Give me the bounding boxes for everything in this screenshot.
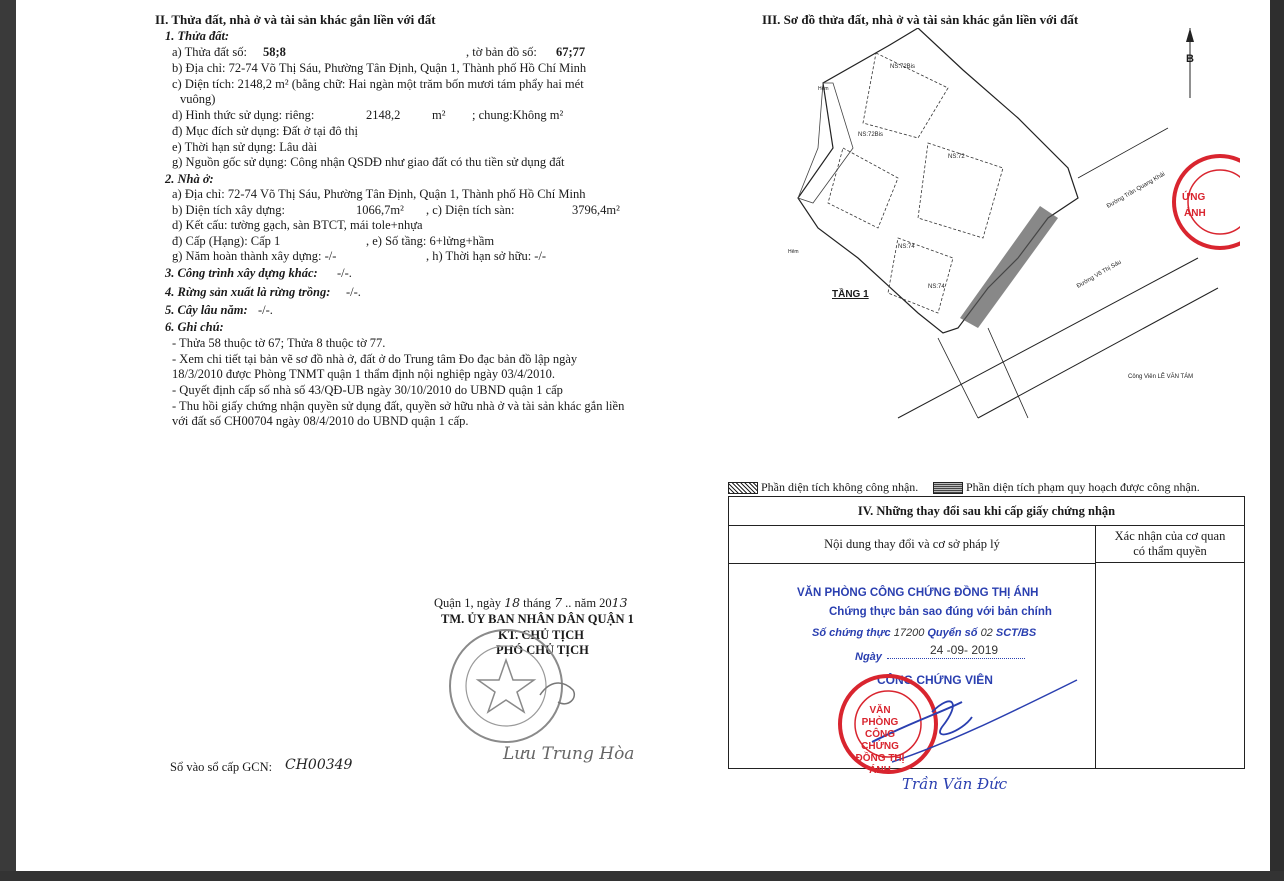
svg-text:Đường Trần Quang Khải: Đường Trần Quang Khải [1106,171,1167,210]
svg-text:Công Viên LÊ VĂN TÁM: Công Viên LÊ VĂN TÁM [1128,374,1194,380]
legend-planning-text: Phần diện tích phạm quy hoạch được công nhận. [966,480,1200,494]
district-seal [428,620,588,750]
build-area-value: 1066,7m² [356,203,404,217]
sign-year-label: .. năm 20 [565,596,612,610]
hatch-swatch [728,482,758,494]
land-term: e) Thời hạn sử dụng: Lâu dài [172,140,318,154]
house-ownership-term: , h) Thời hạn sở hữu: -/- [426,249,547,263]
land-address: b) Địa chỉ: 72-74 Võ Thị Sáu, Phường Tân Định, Quận 1, Thành phố Hồ Chí Minh [172,61,587,75]
legend-planning [933,480,1200,494]
sign-month-label: tháng [523,596,551,610]
use-form-area: 2148,2 [366,108,401,122]
svg-text:NS:72: NS:72 [948,154,965,160]
section-4-title: IV. Những thay đổi sau khi cấp giấy chứng nhận [729,497,1244,526]
svg-text:Hẻm: Hẻm [788,249,799,255]
house-year: g) Năm hoàn thành xây dựng: -/- [172,249,337,263]
col-change-content: Nội dung thay đổi và cơ sở pháp lý [729,525,1096,564]
notary-signer: Trần Văn Đức [902,775,1008,793]
use-form-label: d) Hình thức sử dụng: riêng: [172,108,315,122]
col-authority [1096,525,1244,563]
forest-heading: 4. Rừng sản xuất là rừng trồng: [165,285,331,299]
floor-label: TẦNG 1 [832,289,869,300]
house-structure: d) Kết cấu: tường gạch, sàn BTCT, mái tole+nhựa [172,218,423,232]
other-works-heading: 3. Công trình xây dựng khác: [165,266,318,280]
notary-book-code: SCT/BS [995,627,1037,639]
notary-book-label: Quyển số [927,627,978,639]
signer-name: Lưu Trung Hòa [503,744,635,764]
land-area: c) Diện tích: 2148,2 m² (bằng chữ: Hai ngàn một trăm bốn mươi tám phẩy hai mét [172,77,584,91]
notary-date-label: Ngày [855,651,882,663]
scan-left-edge [0,0,16,881]
house-floors: , e) Số tầng: 6+lửng+hầm [366,234,495,248]
land-purpose: đ) Mục đích sử dụng: Đất ở tại đô thị [172,124,358,138]
parcel-heading: 1. Thửa đất: [165,29,230,43]
legend-unrecognized-text: Phần diện tích không công nhận. [761,480,919,494]
date-underline [887,658,1025,659]
map-sheet-number: 67;77 [556,45,586,59]
build-area-label: b) Diện tích xây dựng: [172,203,286,217]
land-area-cont: vuông) [180,92,216,106]
scan-right-edge [1270,0,1284,881]
svg-text:NS:74: NS:74 [928,284,945,290]
register-number: CH00349 [285,757,353,773]
notary-no-value: 17200 [893,627,925,639]
house-address: a) Địa chỉ: 72-74 Võ Thị Sáu, Phường Tân Định, Quận 1, Thành phố Hồ Chí Minh [172,187,586,201]
svg-text:NS:72Bis: NS:72Bis [890,64,916,70]
site-plan-diagram [778,28,1228,428]
sign-day: 18 [504,595,521,610]
section-3-title: III. Sơ đồ thửa đất, nhà ở và tài sản khác gắn liền với đất [762,12,1079,27]
perennial-heading: 5. Cây lâu năm: [165,303,248,317]
perennial-value: -/-. [258,303,273,317]
sign-year: 13 [611,595,628,610]
svg-text:Đường Võ Thị Sáu: Đường Võ Thị Sáu [1076,259,1123,290]
svg-text:ỨNG: ỨNG [1182,192,1206,203]
sign-date-prefix: Quận 1, ngày [434,596,501,610]
floor-area-label: , c) Diện tích sàn: [426,203,515,217]
svg-text:ÁNH: ÁNH [1184,208,1206,219]
col-authority-line1: Xác nhận của cơ quan [1114,529,1226,543]
north-label: B [1186,53,1194,65]
notary-date: 24 -09- 2019 [930,643,999,657]
notes-heading: 6. Ghi chú: [165,320,224,334]
grid-swatch [933,482,963,494]
floor-area-value: 3796,4m² [572,203,620,217]
on-behalf-chairman: KT. CHỦ TỊCH [498,628,585,642]
sign-date [434,595,628,611]
legend-unrecognized [728,480,918,494]
notary-title: CÔNG CHỨNG VIÊN [877,673,993,687]
register-label: Sổ vào sổ cấp GCN: [170,760,273,774]
red-stamp-partial-top [1170,150,1240,255]
vice-chairman: PHÓ CHỦ TỊCH [496,643,589,657]
note-2b: 18/3/2010 được Phòng TNMT quận 1 thẩm định nội nghiệp ngày 03/4/2010. [172,367,556,381]
parcel-number-label: a) Thửa đất số: [172,45,247,59]
notary-no-label: Số chứng thực [812,627,891,639]
svg-text:NS:74: NS:74 [898,244,915,250]
issuing-org: TM. ỦY BAN NHÂN DÂN QUẬN 1 [441,612,634,626]
notary-office: VĂN PHÒNG CÔNG CHỨNG ĐỒNG THỊ ÁNH [797,587,1039,599]
house-grade: đ) Cấp (Hạng): Cấp 1 [172,234,281,248]
note-3: - Quyết định cấp số nhà số 43/QĐ-UB ngày 30/10/2010 do UBND quận 1 cấp [172,383,563,397]
use-form-unit: m² [432,108,446,122]
forest-value: -/-. [346,285,361,299]
svg-text:Hẻm: Hẻm [818,86,829,92]
use-form-shared: ; chung:Không m² [472,108,564,122]
note-4a: - Thu hồi giấy chứng nhận quyền sử dụng đất, quyền sở hữu nhà ở và tài sản khác gắn liền [172,399,625,413]
table-divider [1095,563,1096,768]
notary-book-value: 02 [980,627,993,639]
scan-bottom-edge [0,871,1284,881]
seal-text: VĂN PHÒNG CÔNG CHỨNG ĐỒNG THỊ ÁNH [855,705,905,776]
sign-month: 7 [554,595,563,610]
section-2-title: II. Thửa đất, nhà ở và tài sản khác gắn liền với đất [155,12,436,27]
house-heading: 2. Nhà ở: [165,172,214,186]
land-origin: g) Nguồn gốc sử dụng: Công nhận QSDĐ như giao đất có thu tiền sử dụng đất [172,155,565,169]
map-sheet-label: , tờ bản đồ số: [466,45,537,59]
col-authority-line2: có thẩm quyền [1133,544,1207,558]
note-1: - Thửa 58 thuộc tờ 67; Thửa 8 thuộc tờ 77. [172,336,386,350]
notary-number-line [812,626,1036,641]
notary-certification: Chứng thực bản sao đúng với bản chính [829,606,1052,618]
parcel-number: 58;8 [263,45,286,59]
other-works-value: -/-. [337,266,352,280]
note-2a: - Xem chi tiết tại bản vẽ sơ đồ nhà ở, đất ở do Trung tâm Đo đạc bản đồ lập ngày [172,352,578,366]
svg-text:NS:72Bis: NS:72Bis [858,132,884,138]
note-4b: với đất số CH00704 ngày 08/4/2010 do UBND quận 1 cấp. [172,414,469,428]
